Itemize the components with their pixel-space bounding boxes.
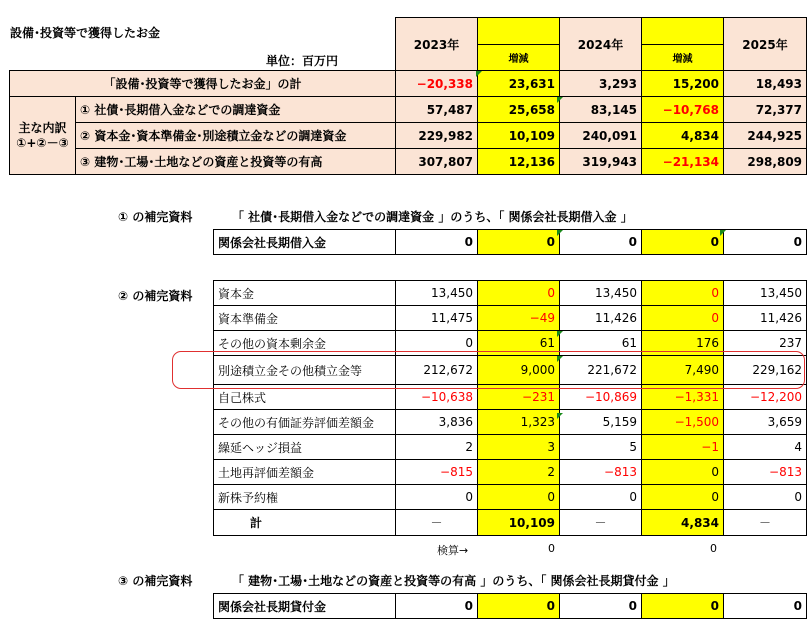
row-label: ① 社債･長期借入金などでの調達資金 [76, 97, 396, 123]
row-label: 自己株式 [214, 385, 396, 410]
s1-caption: 「 社債･長期借入金などでの調達資金 」のうち、「 関係会社長期借入金 」 [232, 210, 633, 224]
check-diff-1: 0 [548, 542, 555, 555]
page-title: 設備･投資等で獲得したお金 [10, 26, 161, 40]
total-2024: 3,293 [560, 71, 642, 97]
table-row: 自己株式 −10,638 −231 −10,869 −1,331 −12,200 [214, 385, 807, 410]
row-label: その他の資本剰余金 [214, 331, 396, 356]
top-header-table [395, 17, 807, 71]
total-diff-2: 15,200 [642, 71, 724, 97]
table-row: 繰延ヘッジ損益 2 3 5 −1 4 [214, 435, 807, 460]
row-label: 別途積立金その他積立金等 [214, 356, 396, 385]
row-label: 資本金 [214, 281, 396, 306]
table-row: 別途積立金その他積立金等 212,672 9,000 221,672 7,490 229,162 [214, 356, 807, 385]
table-row: 資本金 13,450 0 13,450 0 13,450 [214, 281, 807, 306]
header-2024: 2024年 [560, 18, 642, 71]
s3-table [213, 593, 807, 619]
table-row: 土地再評価差額金 −815 2 −813 0 −813 [214, 460, 807, 485]
comment-marker-icon [476, 71, 482, 77]
row-label: 関係会社長期貸付金 [214, 594, 396, 619]
comment-marker-icon [557, 230, 563, 236]
total-row [10, 71, 807, 97]
table-row: 主な内訳 ①+②－③ ① 社債･長期借入金などでの調達資金 57,487 25,658 83,145 −10,768 72,377 [10, 97, 807, 123]
check-label: 検算→ [437, 544, 469, 557]
check-diff-2: 0 [710, 542, 717, 555]
comment-marker-icon [720, 230, 726, 236]
s2-prefix: ② の補完資料 [118, 289, 193, 303]
row-label: 土地再評価差額金 [214, 460, 396, 485]
comment-marker-icon [557, 331, 563, 337]
comment-marker-icon [557, 97, 563, 103]
unit-label: 単位：百万円 [266, 54, 339, 68]
table-row: その他の有価証券評価差額金 3,836 1,323 5,159 −1,500 3,659 [214, 410, 807, 435]
s1-table [213, 229, 807, 255]
s1-prefix: ① の補完資料 [118, 210, 193, 224]
total-label: 「設備･投資等で獲得したお金」の計 [10, 71, 396, 97]
top-main-table [9, 70, 807, 175]
s3-caption: 「 建物･工場･土地などの資産と投資等の有高 」のうち、「 関係会社長期貸付金 」 [232, 574, 675, 588]
s2-table [213, 280, 807, 536]
row-label: その他の有価証券評価差額金 [214, 410, 396, 435]
highlight-outline [172, 351, 805, 389]
row-label: 資本準備金 [214, 306, 396, 331]
comment-marker-icon [557, 356, 563, 362]
table-row: その他の資本剰余金 0 61 61 176 237 [214, 331, 807, 356]
total-diff-1: 23,631 [478, 71, 560, 97]
table-row: 関係会社長期貸付金 0 0 0 0 0 [214, 594, 807, 619]
table-row: 資本準備金 11,475 −49 11,426 0 11,426 [214, 306, 807, 331]
total-2025: 18,493 [724, 71, 807, 97]
group-label: 主な内訳 ①+②－③ [10, 97, 76, 175]
header-diff-2: 増減 [642, 45, 724, 71]
table-row: 新株予約権 0 0 0 0 0 [214, 485, 807, 510]
total-2023: −20,338 [396, 71, 478, 97]
table-row: ② 資本金･資本準備金･別途積立金などの調達資金 229,982 10,109 240,091 4,834 244,925 [10, 123, 807, 149]
comment-marker-icon [557, 413, 563, 419]
row-label: ② 資本金･資本準備金･別途積立金などの調達資金 [76, 123, 396, 149]
row-label: ③ 建物･工場･土地などの資産と投資等の有高 [76, 149, 396, 175]
header-2025: 2025年 [724, 18, 807, 71]
header-2023: 2023年 [396, 18, 478, 71]
row-label: 繰延ヘッジ損益 [214, 435, 396, 460]
table-row: ③ 建物･工場･土地などの資産と投資等の有高 307,807 12,136 319,943 −21,134 298,809 [10, 149, 807, 175]
s2-total-label: 計 [214, 510, 396, 536]
s2-total-row: 計 － 10,109 － 4,834 － [214, 510, 807, 536]
s3-prefix: ③ の補完資料 [118, 574, 193, 588]
row-label: 新株予約権 [214, 485, 396, 510]
table-row: 関係会社長期借入金 0 0 0 0 0 [214, 230, 807, 255]
row-label: 関係会社長期借入金 [214, 230, 396, 255]
header-diff-1: 増減 [478, 45, 560, 71]
